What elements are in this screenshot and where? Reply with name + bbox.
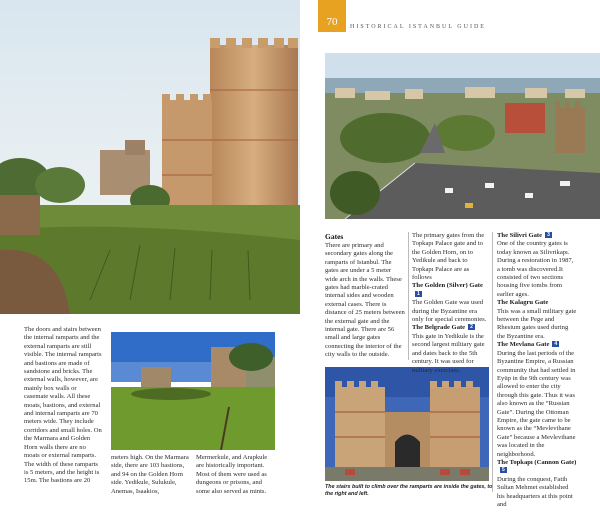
gate-number-badge: 5 bbox=[502, 467, 505, 474]
silivri-gate-title-text: The Silivri Gate bbox=[497, 232, 543, 239]
running-head: HISTORICAL ISTANBUL GUIDE bbox=[350, 24, 486, 30]
belgrade-gate-title-text: The Belgrade Gate bbox=[412, 324, 466, 332]
left-column-1 bbox=[24, 326, 102, 486]
topkapi-gate-title-text: The Topkapı (Cannon Gate) bbox=[497, 458, 577, 466]
topkapi-gate-title bbox=[497, 459, 577, 476]
page-number: 70 bbox=[326, 16, 338, 28]
silivri-gate-text: One of the country gates is today known as Silivrikapı. During a restoration in 1987, a tomb was discovered.It consisted of two sections housing five tombs from earlier ages. bbox=[497, 240, 574, 298]
gates-intro-text: There are primary and secondary gates along the ramparts of Istanbul. The gates are under a 5 meter wide arch in the walls. These gates had marble-crated internal sides and wooden external cases. There is distance of 25 meters between the external gate and the internal gate. There are 56 small and large gates connecting the interior of the city walls to the outside. bbox=[325, 242, 405, 359]
gates-column-1 bbox=[325, 242, 405, 360]
gate-number-badge: 4 bbox=[554, 341, 558, 348]
belgrade-gate-title bbox=[412, 324, 490, 332]
column-divider bbox=[492, 232, 493, 492]
left-column-3 bbox=[196, 454, 276, 496]
left-column-1-text: The doors and stairs between the internal ramparts and the external ramparts are still visible. The internal ramparts and bastions are made of sandstone and bricks. The external walls, however, are mainly box walls or casemate walls. All these moats, bastions, and external and internal ramparts are 70 meters wide. They include corridors and small holes. On the Marmara and Golden Horn walls there are no moats or external ramparts. The width of these ramparts is 5 meters, and the height is 15m. The bastions are 20 bbox=[24, 326, 102, 485]
ramparts-garden-photo bbox=[111, 332, 275, 450]
silivri-gate-title bbox=[497, 232, 577, 240]
golden-gate-text: The Golden Gate was used during the Byzantine era only for special ceremonies. bbox=[412, 299, 487, 324]
left-column-2-text: meters high. On the Marmara side, there are 103 bastions, and 94 on the Golden Horn side. Yedikule, Sulukule, Anemas, Isaakios, bbox=[111, 454, 189, 495]
city-gate-photo bbox=[325, 367, 489, 481]
left-column-2 bbox=[111, 454, 191, 496]
gates-heading: Gates bbox=[325, 232, 344, 241]
gates-list-intro: The primary gates from the Topkapı Palace gate and to the Golden Horn, on to Yedikule and back to Topkapı Palace are as follows bbox=[412, 232, 485, 282]
gate-number-badge: 2 bbox=[470, 324, 473, 331]
city-walls-photo bbox=[0, 0, 300, 314]
gate-photo-caption: The stairs built to climb over the ramparts are inside the gates, to the right and left. bbox=[325, 484, 493, 497]
kalagru-gate-title: The Kalagru Gate bbox=[497, 299, 549, 307]
column-divider bbox=[408, 232, 409, 360]
mevlana-gate-title-text: The Mevlana Gate bbox=[497, 341, 550, 349]
golden-gate-title bbox=[412, 282, 490, 299]
belgrade-gate-text: This gate in Yedikule is the second largest military gate and dates back to the 5th century. It was used for military exercises. bbox=[412, 332, 485, 374]
gate-number-badge: 1 bbox=[417, 290, 420, 297]
left-column-3-text: Mermerkule, and Arapkule are historically important. Most of them were used as dungeons or prisons, and some also served as mints. bbox=[196, 454, 268, 495]
gates-column-2 bbox=[412, 232, 490, 375]
mevlana-gate-title bbox=[497, 341, 577, 349]
gate-number-badge: 3 bbox=[547, 232, 550, 238]
topkapi-gate-text: During the conquest, Fatih Sultan Mehmet established his headquarters at this point and bbox=[497, 475, 573, 508]
city-aerial-photo bbox=[325, 53, 600, 219]
golden-gate-title-text: The Golden (Silver) Gate bbox=[412, 282, 483, 290]
gates-column-3 bbox=[497, 232, 577, 509]
mevlana-gate-text: During the last periods of the Byzantine Empire, a Russian community that had settled in Eyüp in the 9th century was allowed to enter the city through this gate. Thus it was also known as the “Russian Gate”. During the Ottoman Empire, the gate came to be known as the “Mevlevihane Gate” because a Mevlevihane was located in the neighborhood. bbox=[497, 349, 576, 458]
kalagru-gate-text: This was a small military gate between the Pege and Rhesium gates used during the Byzantine era. bbox=[497, 307, 577, 340]
